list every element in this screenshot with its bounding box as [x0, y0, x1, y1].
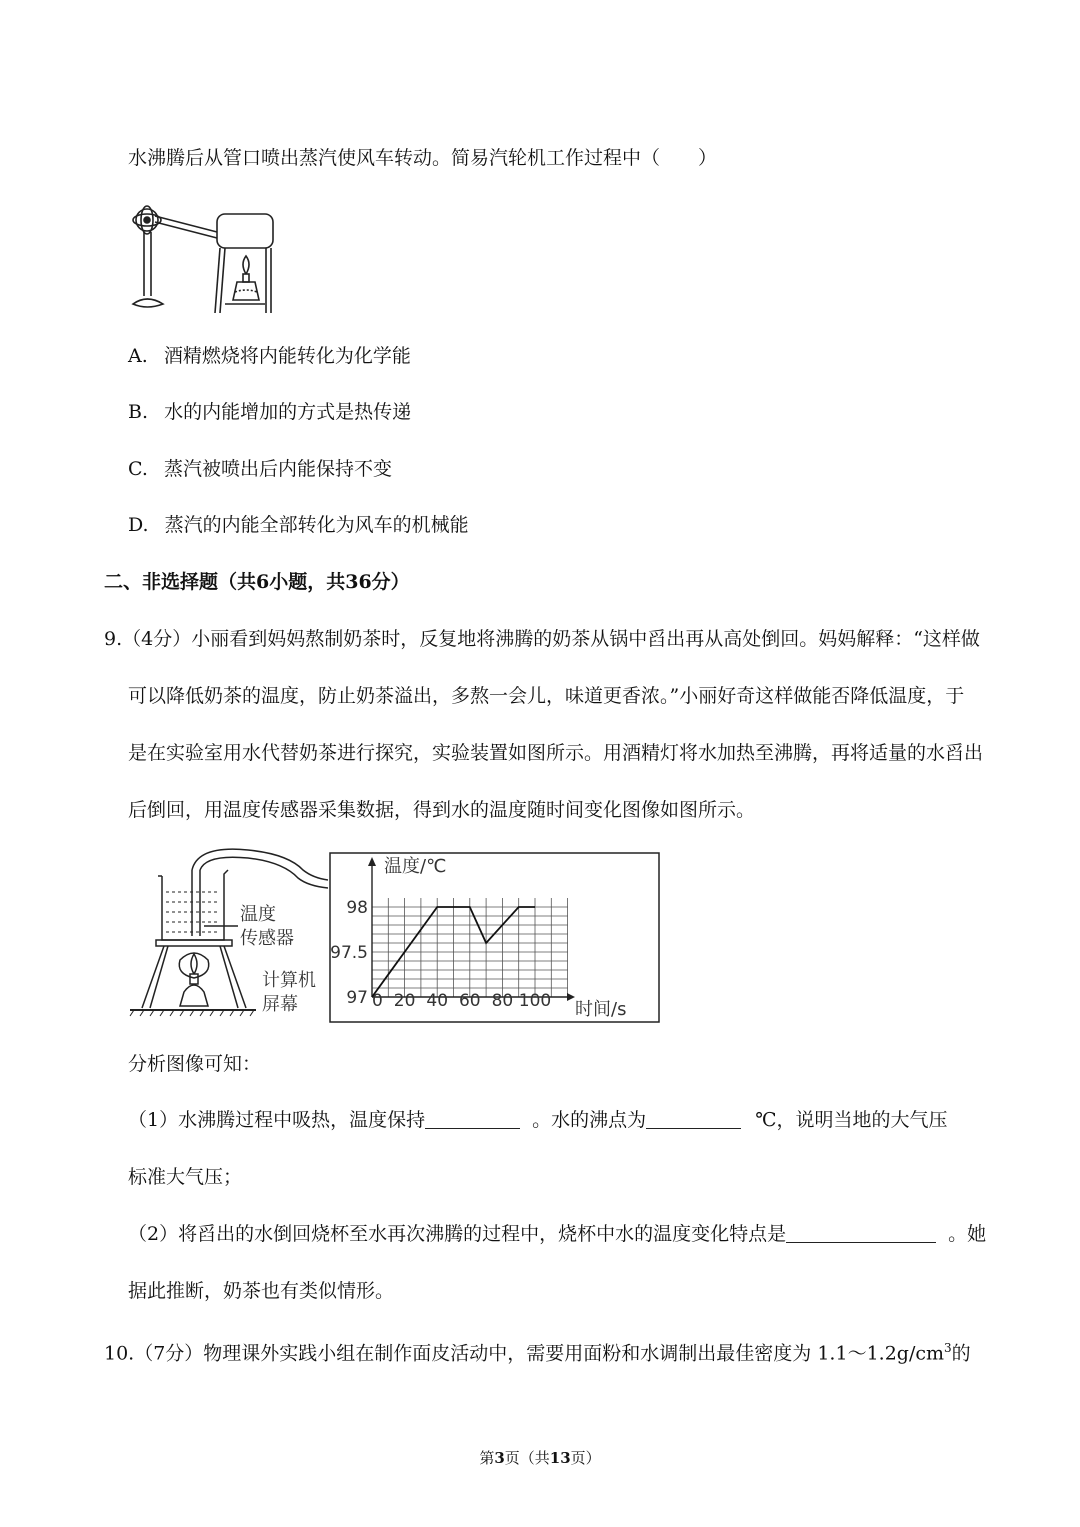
page-footer: [0, 1447, 1080, 1468]
option-letter: B.: [128, 401, 149, 423]
total-pages: 13: [549, 1449, 571, 1467]
current-page: 3: [494, 1449, 505, 1467]
option-d: [128, 513, 469, 537]
sub1-text-a: （1）水沸腾过程中吸热，温度保持: [128, 1109, 426, 1131]
x-axis-label: 时间/s: [575, 999, 627, 1020]
answer-blank-3[interactable]: [786, 1222, 936, 1243]
q9-line-4: 后倒回，用温度传感器采集数据，得到水的温度随时间变化图像如图所示。: [128, 799, 756, 821]
q9-line-3: 是在实验室用水代替奶茶进行探究，实验装置如图所示。用酒精灯将水加热至沸腾，再将适量的水舀出: [128, 742, 984, 764]
y-tick-label: 98: [346, 898, 368, 918]
x-tick-label: 0: [372, 991, 383, 1011]
sensor-label-2: 传感器: [240, 928, 294, 949]
chart-grid: [372, 898, 568, 997]
option-letter: C.: [128, 458, 148, 480]
q10-text-a: 10.（7分）物理课外实践小组在制作面皮活动中，需要用面粉和水调制出最佳密度为 1.1～1.2g/cm: [104, 1342, 945, 1365]
q10-text-b: 的: [951, 1342, 971, 1365]
intro-line: 水沸腾后从管口喷出蒸汽使风车转动。简易汽轮机工作过程中（ ）: [128, 147, 718, 169]
section-title: 二、非选择题（共6小题，共36分）: [104, 571, 410, 593]
sub-question-1: [128, 1108, 947, 1132]
y-axis-arrow: [368, 857, 376, 866]
option-text: 水的内能增加的方式是热传递: [164, 401, 412, 423]
q9-line-1: 9.（4分）小丽看到妈妈熬制奶茶时，反复地将沸腾的奶茶从锅中舀出再从高处倒回。妈妈解释：“这样做: [104, 628, 980, 650]
q10-line: [104, 1336, 971, 1365]
analysis-line: 分析图像可知：: [128, 1053, 262, 1075]
answer-blank-1[interactable]: [425, 1108, 520, 1129]
x-tick-label: 60: [458, 991, 481, 1011]
sub1-text-d: 标准大气压；: [128, 1166, 243, 1188]
temperature-time-chart: [329, 852, 661, 1024]
answer-blank-2[interactable]: [646, 1108, 741, 1129]
q10-superscript: 3: [944, 1341, 952, 1355]
option-letter: A.: [128, 345, 148, 367]
option-text: 蒸汽的内能全部转化为风车的机械能: [164, 514, 469, 536]
screen-label-2: 屏幕: [262, 994, 298, 1015]
sub1-text-c: ℃，说明当地的大气压: [755, 1109, 948, 1131]
footer-suffix: 页）: [570, 1449, 601, 1467]
y-tick-label: 97.5: [330, 943, 368, 963]
sensor-label-1: 温度: [240, 904, 276, 925]
x-tick-label: 80: [491, 991, 514, 1011]
option-text: 酒精燃烧将内能转化为化学能: [163, 345, 411, 367]
sub1-text-b: 。水的沸点为: [532, 1109, 647, 1131]
sub2-text-b: 。她: [948, 1223, 987, 1245]
q9-line-2: 可以降低奶茶的温度，防止奶茶溢出，多熬一会儿，味道更香浓。”小丽好奇这样做能否降低温度，于: [128, 685, 965, 707]
option-letter: D.: [128, 514, 149, 536]
apparatus-figure: [128, 840, 328, 1020]
chart-labels: [330, 856, 626, 1020]
x-tick-label: 100: [518, 991, 552, 1011]
screen-label-1: 计算机: [262, 970, 316, 991]
option-a: [128, 344, 411, 368]
x-tick-label: 40: [426, 991, 449, 1011]
sub2-text-c: 据此推断，奶茶也有类似情形。: [128, 1280, 395, 1302]
sub-question-2: [128, 1222, 986, 1246]
steam-turbine-figure: [125, 196, 285, 316]
option-c: [128, 457, 392, 481]
footer-prefix: 第: [479, 1449, 495, 1467]
y-axis-label: 温度/℃: [384, 856, 447, 877]
x-axis-arrow: [567, 993, 575, 1001]
y-tick-label: 97: [346, 988, 368, 1008]
option-b: [128, 400, 411, 424]
footer-middle: 页（共: [504, 1449, 550, 1467]
option-text: 蒸汽被喷出后内能保持不变: [163, 458, 392, 480]
sub2-text-a: （2）将舀出的水倒回烧杯至水再次沸腾的过程中，烧杯中水的温度变化特点是: [128, 1223, 787, 1245]
x-tick-label: 20: [393, 991, 416, 1011]
chart-axes: [368, 857, 575, 1001]
